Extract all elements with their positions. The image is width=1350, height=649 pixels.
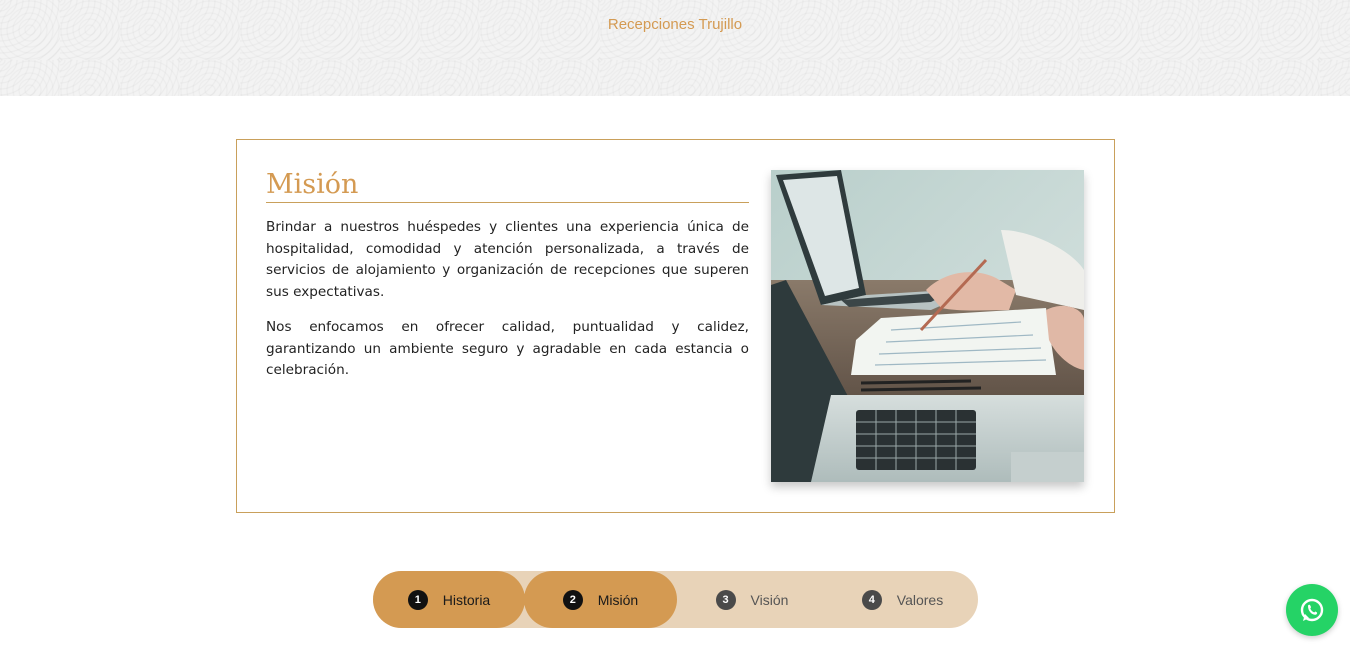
- whatsapp-button[interactable]: [1286, 584, 1338, 636]
- mission-card: [236, 139, 1115, 513]
- tab-vision[interactable]: [677, 571, 827, 628]
- tab-label: Visión: [750, 591, 789, 608]
- tab-label: Misión: [597, 591, 639, 608]
- tab-label: Valores: [896, 591, 944, 608]
- section-tabs: [373, 571, 978, 628]
- hero-banner: [0, 0, 1350, 96]
- tab-number: 2: [563, 590, 583, 610]
- tab-mision[interactable]: [524, 571, 677, 628]
- paragraph-1: Brindar a nuestros huéspedes y clientes una experiencia única de hospitalidad, comodidad y atención personalizada, a través de servicios de alojamiento y organización de recepciones que superen sus expectativas.: [266, 219, 749, 300]
- tab-number: 3: [716, 590, 736, 610]
- site-title[interactable]: Recepciones Trujillo: [607, 16, 743, 33]
- tab-historia[interactable]: [373, 571, 525, 628]
- paragraph-2: Nos enfocamos en ofrecer calidad, puntualidad y calidez, garantizando un ambiente seguro y agradable en cada estancia o celebración.: [266, 319, 749, 378]
- section-body: [266, 217, 749, 396]
- office-photo: [771, 170, 1084, 482]
- tab-number: 4: [862, 590, 882, 610]
- whatsapp-icon: [1298, 596, 1326, 624]
- section-title: Misión: [266, 168, 749, 203]
- tab-label: Historia: [442, 591, 491, 608]
- tab-number: 1: [408, 590, 428, 610]
- tab-valores[interactable]: [827, 571, 978, 628]
